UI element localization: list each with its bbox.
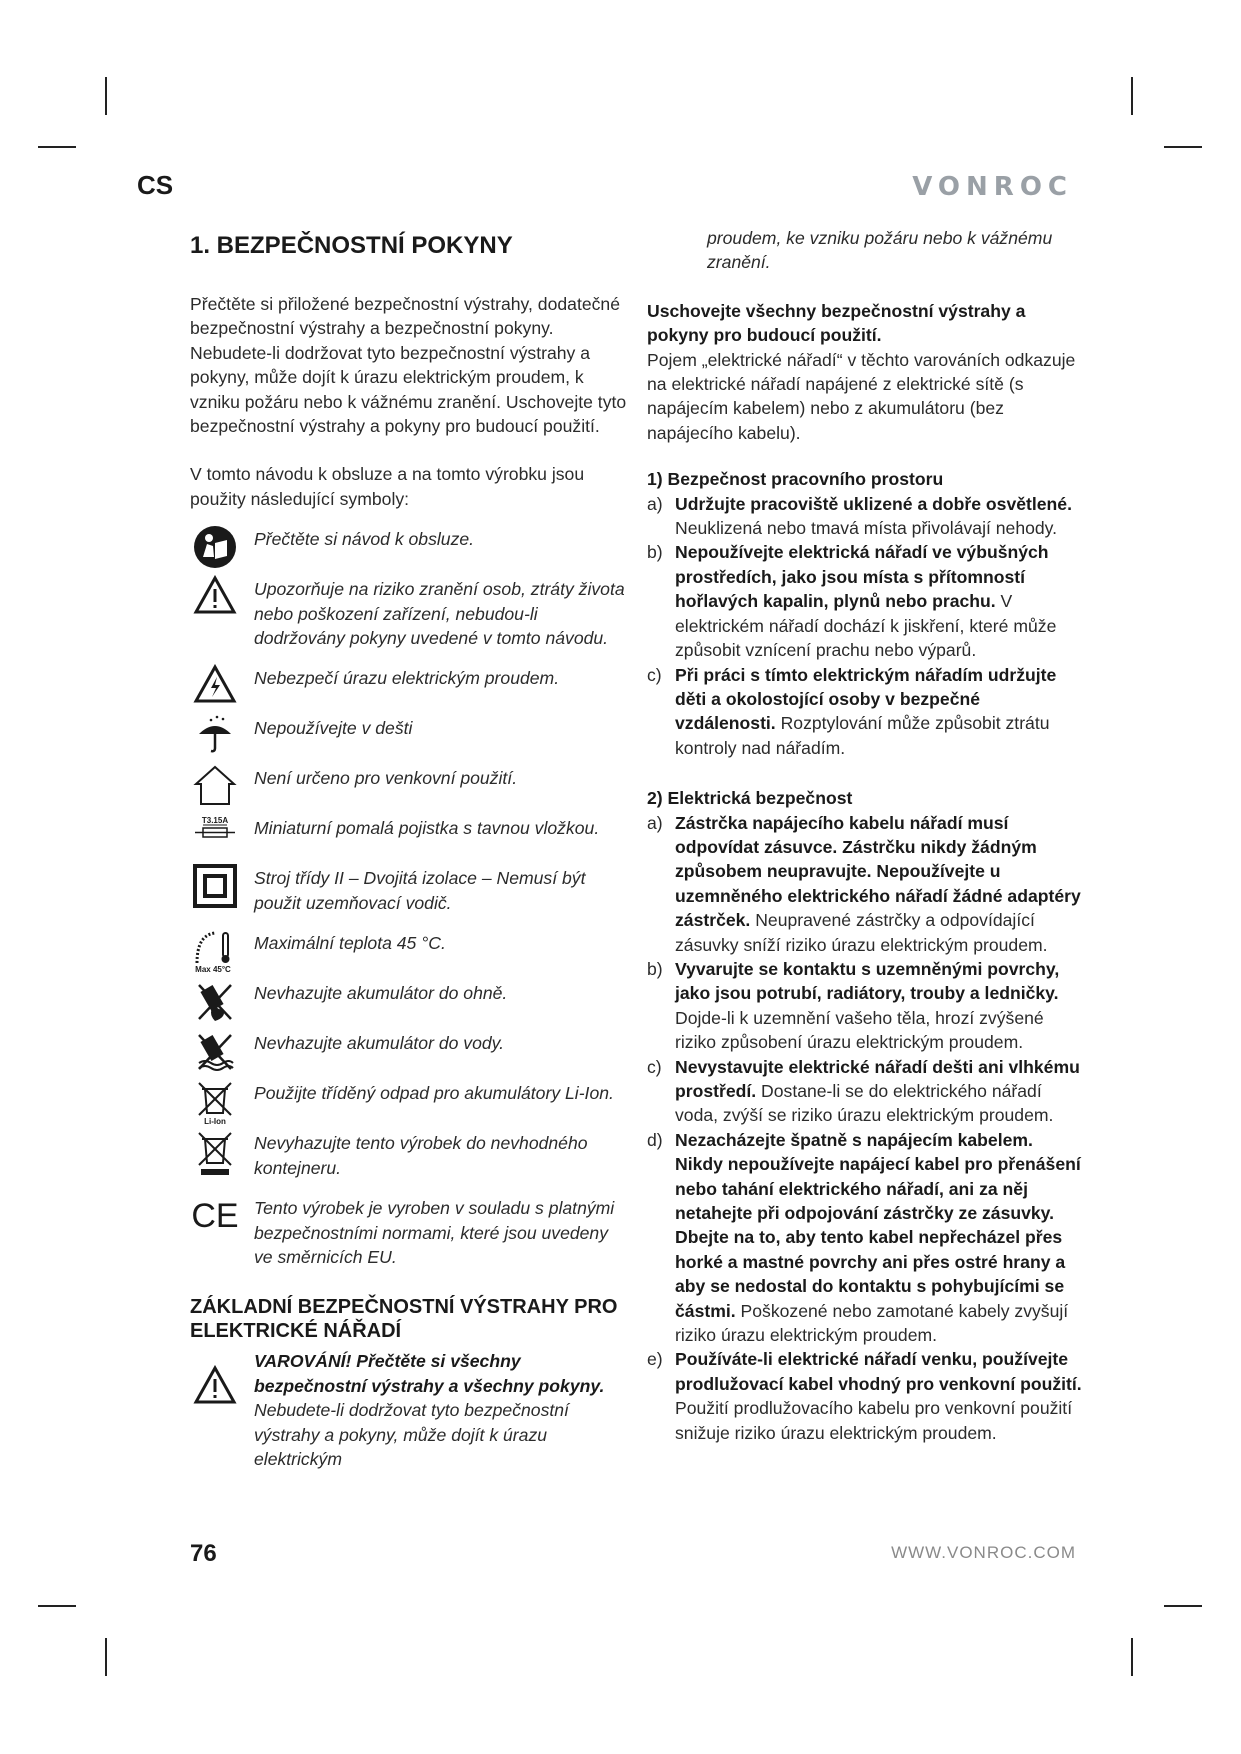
symbol-row: [190, 1129, 630, 1180]
section-work-area: [647, 467, 1085, 760]
list-item: c) Při práci s tímto elektrickým nářadím udržujte děti a okolostojící osoby v bezpečné vzdálenosti. Rozptylování může způsobit ztrátu kontroly nad nářadím.: [647, 664, 1057, 758]
li-ion-recycle-icon: [190, 1079, 240, 1126]
symbol-text: Nevyhazujte tento výrobek do nevhodného kontejneru.: [254, 1133, 588, 1178]
symbol-text: Nevhazujte akumulátor do vody.: [254, 1033, 505, 1054]
list-item: c) Nevystavujte elektrické nářadí dešti ani vlhkému prostředí. Dostane-li se do elektrického nářadí voda, zvýší se riziko úrazu elektrickým proudem.: [647, 1056, 1080, 1126]
warning-text: [254, 1347, 630, 1471]
symbols-intro: V tomto návodu k obsluze a na tomto výrobku jsou použity následující symboly:: [190, 464, 585, 509]
list-item: e) Používáte-li elektrické nářadí venku, používejte prodlužovací kabel vhodný pro venkovní použití. Použití prodlužovacího kabelu pro venkovní použití snižuje riziko úrazu elektrickým proudem.: [647, 1349, 1082, 1443]
section-title: 1. BEZPEČNOSTNÍ POKYNY: [190, 232, 513, 259]
list-item: a) Zástrčka napájecího kabelu nářadí musí odpovídat zásuvce. Zástrčku nikdy žádným způsobem neupravujte. Nepoužívejte u uzemněného elektrického nářadí žádné adaptéry zástrček. Neupravené zástrčky a odpovídající zásuvky sníží riziko úrazu elektrickým proudem.: [647, 812, 1081, 955]
warning-icon: [190, 575, 240, 611]
crop-mark: [1131, 1638, 1133, 1676]
symbol-text: Stroj třídy II – Dvojitá izolace – Nemusí být použit uzemňovací vodič.: [254, 868, 586, 913]
crop-mark: [1131, 77, 1133, 115]
symbol-row: [190, 525, 630, 561]
symbol-row: [190, 575, 630, 650]
list-item: a) Udržujte pracoviště uklizené a dobře osvětlené. Neuklizená nebo tmavá místa přivolávají nehody.: [647, 493, 1072, 539]
house-icon: [190, 764, 240, 800]
fuse-icon: [190, 814, 240, 850]
crop-mark: [105, 1638, 107, 1676]
symbol-row: [190, 1194, 630, 1269]
svg-text:T3.15A: T3.15A: [201, 816, 229, 826]
svg-text:CE: CE: [191, 1197, 239, 1235]
symbol-row: [190, 979, 630, 1015]
warning-icon: [190, 1365, 240, 1401]
temperature-icon: [190, 929, 240, 974]
ce-mark-icon: [190, 1194, 240, 1235]
intro-paragraph: Přečtěte si přiložené bezpečnostní výstrahy, dodatečné bezpečnostní výstrahy a bezpečnostní pokyny. Nebudete-li dodržovat tyto bezpečnostní výstrahy a pokyny, může dojít k úrazu elektrickým proudem, k vzniku požáru nebo k vážnému zranění. Uschovejte tyto bezpečnostní výstrahy a pokyny pro budoucí použití.: [190, 294, 627, 437]
language-code: CS: [137, 170, 174, 200]
crossed-bin-icon: [190, 1129, 240, 1165]
symbol-row: [190, 1079, 630, 1126]
symbol-text: Nevhazujte akumulátor do ohně.: [254, 983, 508, 1004]
symbol-text: Přečtěte si návod k obsluze.: [254, 529, 475, 550]
symbol-text: Nepoužívejte v dešti: [254, 718, 413, 739]
symbol-row: [190, 664, 630, 700]
electric-shock-icon: [190, 664, 240, 700]
symbol-row: [190, 864, 630, 915]
list-item: b) Nepoužívejte elektrická nářadí ve výbušných prostředích, jako jsou místa s přítomností hořlavých kapalin, plynů nebo prachu. V elektrickém nářadí dochází k jiskření, které může způsobit vznícení prachu nebo výparů.: [647, 542, 1057, 661]
svg-text:Li-Ion: Li-Ion: [204, 1117, 226, 1126]
subsection-title: 1) Bezpečnost pracovního prostoru: [647, 469, 944, 490]
crop-mark: [1164, 146, 1202, 148]
crop-mark: [38, 1605, 76, 1607]
warning-block: [190, 1347, 630, 1471]
subsection-title: 2) Elektrická bezpečnost: [647, 788, 853, 809]
symbol-text: Nebezpečí úrazu elektrickým proudem.: [254, 668, 560, 689]
symbol-text: Tento výrobek je vyroben v souladu s platnými bezpečnostními normami, které jsou uvedeny ve směrnicích EU.: [254, 1198, 615, 1267]
list-item: d) Nezacházejte špatně s napájecím kabelem. Nikdy nepoužívejte napájecí kabel pro přenášení nebo tahání elektrického nářadí, ani za něj netahejte při odpojování zástrčky ze zásuvky. Dbejte na to, aby tento kabel nepřecházel přes horké a mastné povrchy ani přes ostré hrany a aby se nedostal do kontaktu s pohybujícími se částmi. Poškozené nebo zamotané kabely zvyšují riziko úrazu elektrickým proudem.: [647, 1129, 1081, 1346]
no-fire-battery-icon: [190, 979, 240, 1015]
right-column: [647, 226, 1085, 1445]
symbol-text: Maximální teplota 45 °C.: [254, 933, 446, 954]
manual-icon: [190, 525, 240, 561]
symbol-row: [190, 714, 630, 750]
svg-text:Max 45°C: Max 45°C: [195, 965, 231, 974]
symbol-row: [190, 814, 630, 850]
symbol-row: [190, 1029, 630, 1065]
symbol-text: Miniaturní pomalá pojistka s tavnou vložkou.: [254, 818, 600, 839]
continued-text: proudem, ke vzniku požáru nebo k vážnému zranění.: [707, 228, 1053, 273]
double-insulation-icon: [190, 864, 240, 900]
section-electrical: [647, 786, 1085, 1445]
warning-bold: VAROVÁNÍ! Přečtěte si všechny bezpečnostní výstrahy a všechny pokyny.: [254, 1351, 605, 1396]
no-water-battery-icon: [190, 1029, 240, 1065]
symbol-text: Použijte tříděný odpad pro akumulátory Li-Ion.: [254, 1083, 614, 1104]
page-number: 76: [190, 1540, 217, 1567]
symbol-row: [190, 764, 630, 800]
warning-rest: Nebudete-li dodržovat tyto bezpečnostní výstrahy a pokyny, může dojít k úrazu elektrickým: [254, 1400, 569, 1469]
symbol-text: Není určeno pro venkovní použití.: [254, 768, 518, 789]
keep-instructions: Uschovejte všechny bezpečnostní výstrahy a pokyny pro budoucí použití.: [647, 300, 1026, 346]
brand-logo: VONROC: [912, 172, 1073, 202]
website-link[interactable]: WWW.VONROC.COM: [891, 1543, 1076, 1562]
symbol-row: [190, 929, 630, 974]
crop-mark: [38, 146, 76, 148]
crop-mark: [105, 77, 107, 115]
definition-paragraph: Pojem „elektrické nářadí“ v těchto varováních odkazuje na elektrické nářadí napájené z elektrické sítě (s napájecím kabelem) nebo z akumulátoru (bez napájecího kabelu).: [647, 349, 1076, 443]
left-column: [190, 226, 630, 1471]
umbrella-rain-icon: [190, 714, 240, 750]
general-warnings-heading: ZÁKLADNÍ BEZPEČNOSTNÍ VÝSTRAHY PRO ELEKTRICKÉ NÁŘADÍ: [190, 1296, 618, 1343]
crop-mark: [1164, 1605, 1202, 1607]
list-item: b) Vyvarujte se kontaktu s uzemněnými povrchy, jako jsou potrubí, radiátory, trouby a ledničky. Dojde-li k uzemnění vašeho těla, hrozí zvýšené riziko způsobení úrazu elektrickým proudem.: [647, 958, 1060, 1053]
symbol-text: Upozorňuje na riziko zranění osob, ztráty života nebo poškození zařízení, nebudou-li dodržovány pokyny uvedené v tomto návodu.: [254, 579, 625, 649]
